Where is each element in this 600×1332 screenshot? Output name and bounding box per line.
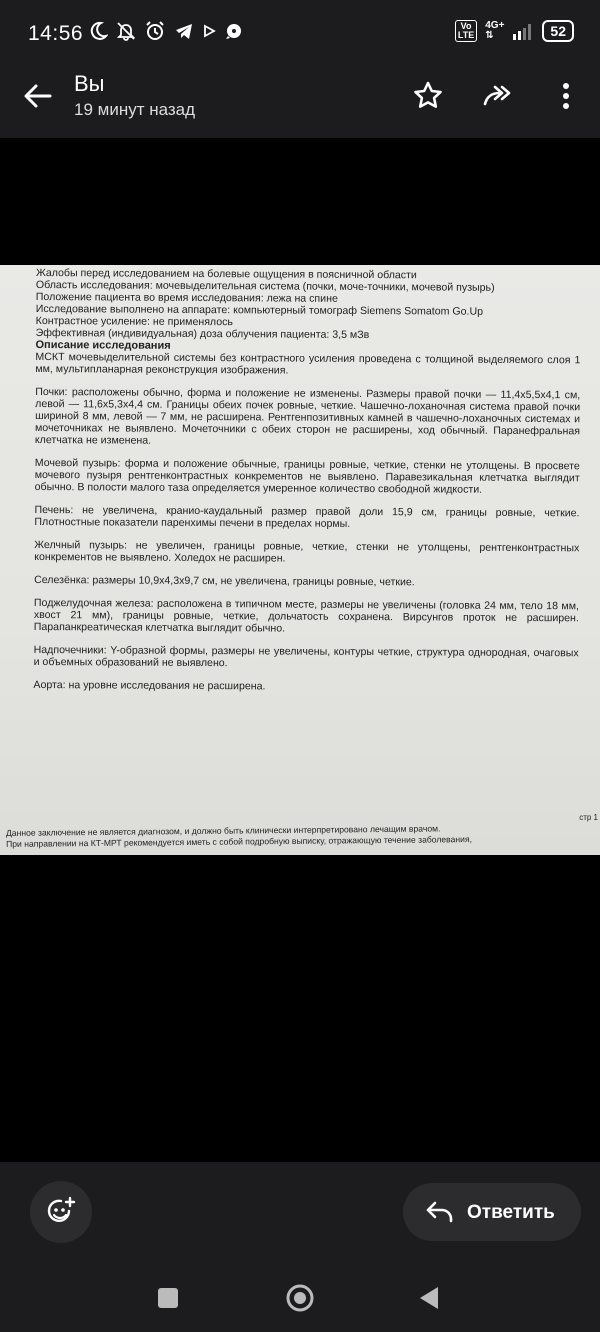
react-button[interactable] [30,1181,92,1243]
emoji-add-icon [45,1196,77,1228]
status-system-icons [455,20,574,42]
reply-icon [425,1200,455,1224]
system-navigation-bar [0,1266,600,1332]
volte-badge: Vo LTE [455,20,477,42]
doc-page-number: стр 1 [579,813,598,822]
doc-line: Область исследования: мочевыделительная система (почки, моче-точники, мочевой пузырь) [35,278,495,294]
status-time: 14:56 [28,22,84,45]
battery-indicator: 52 [542,20,574,42]
media-viewer-footer [0,1162,600,1266]
status-bar [0,0,600,66]
play-icon [202,24,216,38]
forward-icon[interactable] [482,80,514,112]
doc-kidneys: Почки: расположены обычно, форма и положение не изменены. Размеры правой почки — 11,4х5,5х4,1 см, левой — 11,6х5,3х4,4 см. Границы обеих почек ровные, четкие. Чашечно-лоханочная система правой почки шириной 8 мм, левой — 7 мм, не расширена. Рентгенпозитивных камней в чашечно-лоханочных системах и мочеточниках не выявлено. Мочеточники с обеих сторон не расширены, ход обычный. Паранефральная клетчатка не изменена. [34,385,581,447]
doc-bladder: Мочевой пузырь: форма и положение обычные, границы ровные, четкие, стенки не утолщены. В просвете мочевого пузыря рентгенконтрастных конкрементов не выявлено. Паравезикальная клетчатка выглядит обычно. В полости малого таза определяется умеренное количество свободной жидкости. [34,456,580,496]
sender-name: Вы [74,71,105,96]
alarm-icon [144,20,166,42]
doc-gallbladder: Желчный пузырь: не увеличен, границы ровные, четкие, стенки не утолщены, рентгенконтрастных конкрементов не выявлено. Холедох не расширен. [34,538,580,565]
chat-bubble-icon [224,21,244,41]
doc-adrenals: Надпочечники: Y-образной формы, размеры не увеличены, контуры четкие, структура однородная, очаговых и объемных образований не выявлено. [33,643,579,670]
doc-line: Исследование выполнено на аппарате: компьютерный томограф Siemens Somatom Go.Up [35,302,484,318]
status-notification-icons [88,20,244,42]
media-viewer-header [0,66,600,138]
doc-line: Контрастное усиление: не применялось [35,314,233,329]
nav-back-icon[interactable] [414,1282,446,1314]
star-icon[interactable] [412,80,444,112]
doc-line: Жалобы перед исследованием на болевые ощущения в поясничной области [35,267,417,282]
doc-line: Эффективная (индивидуальная) доза облучения пациента: 3,5 мЗв [35,326,370,342]
sent-time: 19 минут назад [74,100,196,119]
bell-off-icon [116,21,136,41]
recents-icon[interactable] [152,1282,184,1314]
doc-heading: Описание исследования [35,338,171,352]
network-type: 4G+ ⇅ [485,20,505,41]
reply-button[interactable] [403,1183,581,1241]
signal-icon [512,22,534,40]
doc-line: Положение пациента во время исследования: лежа на спине [35,290,338,305]
document-photo[interactable] [0,265,600,855]
reply-label: Ответить [467,1202,555,1223]
doc-pancreas: Поджелудочная железа: расположена в типичном месте, размеры не увеличены (головка 24 мм, тело 18 мм, хвост 21 мм), границы ровные, четкие, дольчатость сохранена. Вирсунгов проток не расширен. Парапанкреатическая клетчатка выглядит обычно. [33,596,579,635]
moon-icon [88,21,108,41]
document-text [33,267,581,694]
doc-liver: Печень: не увеличена, кранио-каудальный размер правой доли 15,9 см, границы ровные, четкие. Плотностные показатели паренхимы печени в пределах нормы. [34,503,580,530]
arrow-left-icon[interactable] [20,78,56,114]
home-icon[interactable] [284,1282,316,1314]
doc-spleen: Селезёнка: размеры 10,9х4,3х9,7 см, не увеличена, границы ровные, четкие. [34,573,415,589]
doc-footer: Данное заключение не является диагнозом, и должно быть клинически интерпретировано лечащим врачом. При направлении на КТ-МРТ рекомендуется иметь с собой подробную выписку, отражающую течение заболевания, [5,823,473,849]
doc-aorta: Аорта: на уровне исследования не расширена. [33,678,266,693]
more-vert-icon[interactable] [550,80,582,112]
telegram-icon [174,21,194,41]
doc-intro: МСКТ мочевыделительной системы без контрастного усиления проведена с толщиной выделяемого слоя 1 мм, мультипланарная реконструкция изображения. [35,350,581,377]
